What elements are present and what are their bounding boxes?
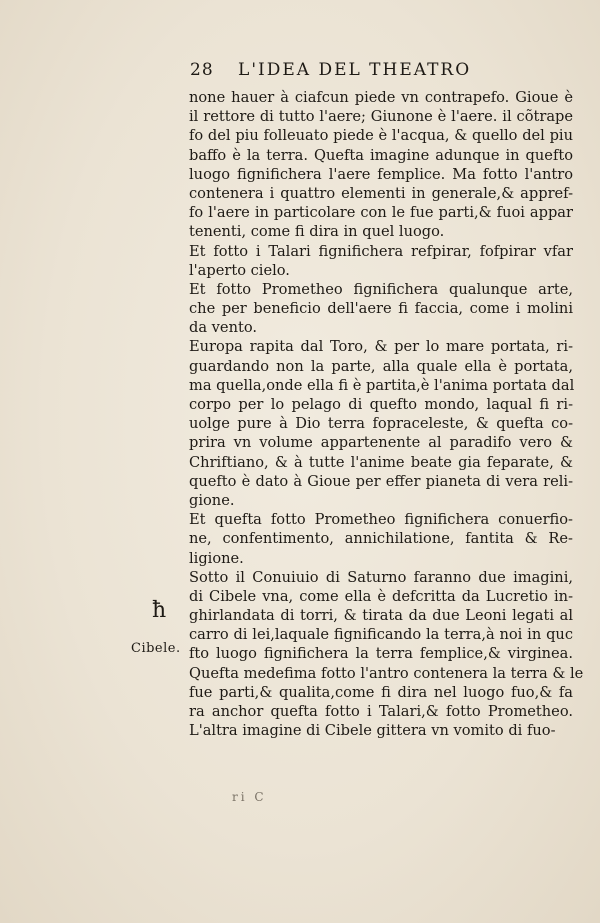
catchword: ri C — [232, 790, 267, 804]
running-title: L'IDEA DEL THEATRO — [238, 60, 472, 80]
text-line: Quefta medefima fotto l'antro contenera la terra & le — [189, 664, 584, 682]
text-line: ligione. — [189, 549, 244, 567]
text-line: contenera i quattro elementi in generale,& appref- — [189, 184, 573, 202]
text-line: Sotto il Conuiuio di Saturno faranno due imagini, — [189, 568, 573, 586]
text-line: ghirlandata di torri, & tirata da due Leoni legati al — [189, 607, 573, 625]
text-line: Et fotto i Talari fignifichera refpirar, fofpirar vfar — [189, 242, 573, 260]
text-line: fto luogo fignifichera la terra femplice,& virginea. — [189, 645, 573, 663]
text-line: ma quella,onde ella fi è partita,è l'anima portata dal — [189, 376, 575, 394]
text-line: luogo fignifichera l'aere femplice. Ma fotto l'antro — [189, 165, 573, 183]
text-line: Et fotto Prometheo fignifichera qualunque arte, — [189, 280, 573, 298]
text-line: ne, confentimento, annichilatione, fantita & Re- — [189, 530, 573, 548]
text-line: tenenti, come fi dira in quel luogo. — [189, 223, 445, 241]
text-line: none hauer à ciafcun piede vn contrapefo. Gioue è — [189, 89, 573, 106]
text-line: di Cibele vna, come ella è defcritta da Lucretio in- — [189, 587, 573, 605]
text-line: corpo per lo pelago di quefto mondo, laqual fi ri- — [189, 396, 573, 413]
text-line: fo del piu folleuato piede è l'acqua, & quello del piu — [189, 127, 573, 145]
text-line: guardando non la parte, alla quale ella è portata, — [189, 357, 573, 375]
text-line: prira vn volume appartenente al paradifo vero & — [189, 434, 573, 452]
page-header — [190, 60, 471, 80]
text-line: ra anchor quefta fotto i Talari,& fotto Prometheo. — [189, 703, 573, 720]
text-line: Chriftiano, & à tutte l'anime beate gia feparate, & — [189, 453, 573, 471]
margin-note: Cibele. — [131, 641, 181, 656]
text-line: baffo è la terra. Quefta imagine adunque in quefto — [189, 146, 573, 164]
text-line: fue parti,& qualita,come fi dira nel luogo fuo,& fa — [189, 683, 573, 701]
text-line: che per beneficio dell'aere fi faccia, come i molini — [189, 300, 573, 318]
text-line: Europa rapita dal Toro, & per lo mare portata, ri- — [189, 338, 573, 356]
text-line: il rettore di tutto l'aere; Giunone è l'aere. il cõtrape — [189, 108, 573, 126]
text-line: l'aperto cielo. — [189, 261, 290, 279]
text-line: L'altra imagine di Cibele gittera vn vomito di fuo- — [189, 722, 556, 740]
saturn-symbol-icon: ħ — [152, 598, 167, 623]
page-number: 28 — [190, 60, 214, 80]
text-line: quefto è dato à Gioue per effer pianeta di vera reli- — [189, 472, 573, 490]
text-line: uolge pure à Dio terra fopraceleste, & quefta co- — [189, 415, 573, 433]
text-line: Et quefta fotto Prometheo fignifichera conuerfio- — [189, 511, 573, 529]
text-line: carro di lei,laquale fignificando la terra,à noi in quc — [189, 626, 573, 644]
body-text — [189, 88, 584, 740]
text-line: fo l'aere in particolare con le fue parti,& fuoi appar — [189, 204, 573, 222]
text-line: gione. — [189, 491, 235, 509]
text-line: da vento. — [189, 319, 257, 337]
